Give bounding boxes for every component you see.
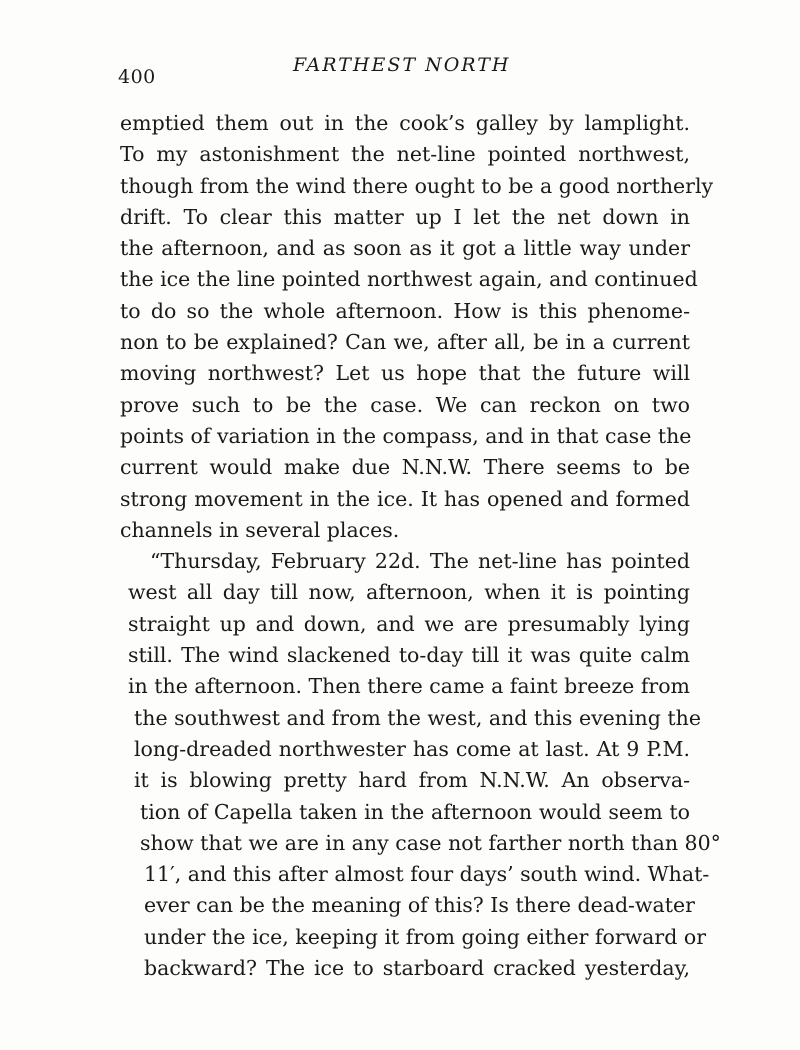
text-line: ever can be the meaning of this? Is there dead-water (144, 893, 695, 918)
text-line: tion of Capella taken in the afternoon would seem to (140, 799, 690, 824)
text-line: west all day till now, afternoon, when it is pointing (128, 580, 690, 605)
text-line: to do so the whole afternoon. How is this phenome- (120, 298, 690, 323)
text-line: in the afternoon. Then there came a faint breeze from (128, 674, 690, 699)
page-number: 400 (118, 66, 156, 88)
text-line: long-dreaded northwester has come at last. At 9 P.M. (134, 736, 690, 761)
text-line: points of variation in the compass, and in that case the (120, 423, 692, 448)
text-line: 11′, and this after almost four days’ south wind. What- (144, 862, 710, 887)
text-line: drift. To clear this matter up I let the net down in (120, 204, 690, 229)
text-line: moving northwest? Let us hope that the future will (120, 361, 690, 386)
text-line: the southwest and from the west, and this evening the (134, 705, 701, 730)
text-line: “Thursday, February 22d. The net-line has pointed (150, 549, 690, 574)
text-line: straight up and down, and we are presumably lying (128, 611, 690, 636)
text-line: it is blowing pretty hard from N.N.W. An observa- (134, 768, 690, 793)
running-head: FARTHEST NORTH (293, 54, 511, 76)
text-line: still. The wind slackened to-day till it was quite calm (128, 643, 690, 668)
text-line: channels in several places. (120, 517, 400, 542)
text-line: emptied them out in the cook’s galley by lamplight. (120, 111, 690, 135)
text-line: current would make due N.N.W. There seems to be (120, 455, 690, 480)
text-line: non to be explained? Can we, after all, be in a current (120, 330, 690, 355)
page-header (118, 52, 698, 86)
body-text (120, 108, 721, 984)
text-line: though from the wind there ought to be a good northerly (120, 173, 714, 198)
text-line: To my astonishment the net-line pointed northwest, (120, 142, 690, 167)
text-line: backward? The ice to starboard cracked yesterday, (144, 956, 690, 981)
text-line: the ice the line pointed northwest again, and continued (120, 267, 698, 292)
text-line: strong movement in the ice. It has opened and formed (120, 486, 690, 511)
text-line: the afternoon, and as soon as it got a little way under (120, 236, 690, 261)
text-line: prove such to be the case. We can reckon on two (120, 392, 690, 417)
text-line: under the ice, keeping it from going either forward or (144, 924, 706, 949)
text-line: show that we are in any case not farther north than 80° (140, 830, 721, 855)
